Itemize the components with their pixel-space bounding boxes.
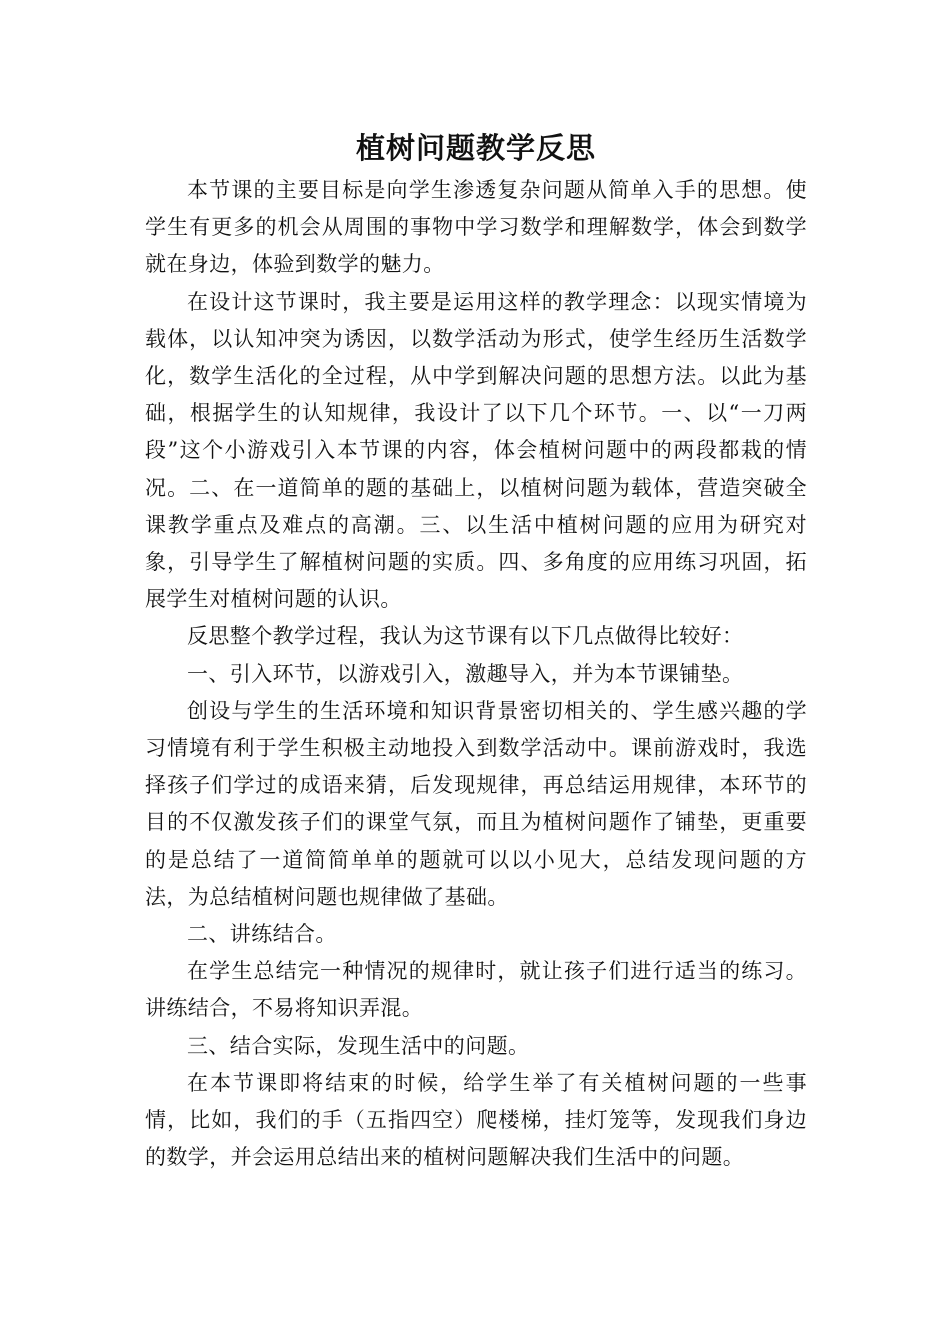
paragraph-design: 在设计这节课时，我主要是运用这样的教学理念：以现实情境为载体，以认知冲突为诱因，以数学活动为形式，使学生经历生活数学化，数学生活化的全过程，从中学到解决问题的思想方法。以此为基础，根据学生的认知规律，我设计了以下几个环节。一、以“一刀两段”这个小游戏引入本节课的内容，体会植树问题中的两段都栽的情况。二、在一道简单的题的基础上，以植树问题为载体，营造突破全课教学重点及难点的高潮。三、以生活中植树问题的应用为研究对象，引导学生了解植树问题的实质。四、多角度的应用练习巩固，拓展学生对植树问题的认识。 [145,289,807,612]
paragraph-point-two-body: 在学生总结完一种情况的规律时，就让孩子们进行适当的练习。讲练结合，不易将知识弄混。 [145,959,807,1021]
paragraph-point-two-heading: 二、讲练结合。 [187,922,337,947]
paragraph-goal: 本节课的主要目标是向学生渗透复杂问题从简单入手的思想。使学生有更多的机会从周围的事物中学习数学和理解数学，体会到数学就在身边，体验到数学的魅力。 [145,178,807,277]
paragraph-point-one-body: 创设与学生的生活环境和知识背景密切相关的、学生感兴趣的学习情境有利于学生积极主动地投入到数学活动中。课前游戏时，我选择孩子们学过的成语来猜，后发现规律，再总结运用规律，本环节的目的不仅激发孩子们的课堂气氛，而且为植树问题作了铺垫，更重要的是总结了一道简简单单的题就可以以小见大，总结发现问题的方法，为总结植树问题也规律做了基础。 [145,698,807,909]
paragraph-reflection-intro: 反思整个教学过程，我认为这节课有以下几点做得比较好： [187,624,744,649]
document-title: 植树问题教学反思 [355,131,596,165]
document-page [145,128,807,1176]
paragraph-point-three-body: 在本节课即将结束的时候，给学生举了有关植树问题的一些事情，比如，我们的手（五指四空）爬楼梯，挂灯笼等，发现我们身边的数学，并会运用总结出来的植树问题解决我们生活中的问题。 [145,1070,807,1170]
paragraph-point-three-heading: 三、结合实际，发现生活中的问题。 [187,1033,530,1058]
paragraph-point-one-heading: 一、引入环节，以游戏引入，激趣导入，并为本节课铺垫。 [187,661,744,686]
